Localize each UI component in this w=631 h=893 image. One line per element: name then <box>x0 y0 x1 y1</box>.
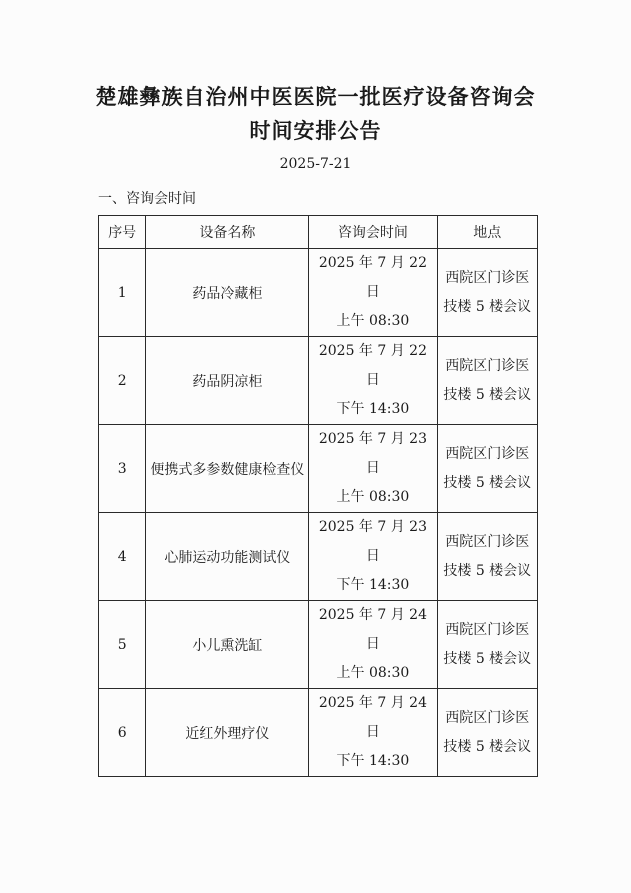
header-meeting-time: 咨询会时间 <box>309 216 437 249</box>
schedule-table <box>98 215 538 777</box>
title-line-1: 楚雄彝族自治州中医医院一批医疗设备咨询会 <box>95 84 536 109</box>
location-line-1: 西院区门诊医 <box>445 357 530 374</box>
row-index: 6 <box>99 689 146 777</box>
location-line-2: 技楼 5 楼会议 <box>443 474 532 491</box>
row-index: 4 <box>99 513 146 601</box>
table-row <box>99 689 538 777</box>
row-location <box>437 337 537 425</box>
row-meeting-time <box>309 425 437 513</box>
meeting-date: 2025 年 7 月 24 日 <box>318 607 427 652</box>
location-line-2: 技楼 5 楼会议 <box>443 738 532 755</box>
row-index: 1 <box>99 249 146 337</box>
meeting-date: 2025 年 7 月 23 日 <box>318 431 427 476</box>
location-line-1: 西院区门诊医 <box>445 533 530 550</box>
row-equipment-name: 小儿熏洗缸 <box>146 601 309 689</box>
meeting-clock: 下午 14:30 <box>336 401 410 417</box>
meeting-date: 2025 年 7 月 22 日 <box>318 255 427 300</box>
table-header-row <box>99 216 538 249</box>
meeting-clock: 上午 08:30 <box>336 489 410 505</box>
location-line-1: 西院区门诊医 <box>445 709 530 726</box>
row-equipment-name: 药品阴凉柜 <box>146 337 309 425</box>
row-equipment-name: 药品冷藏柜 <box>146 249 309 337</box>
row-meeting-time <box>309 601 437 689</box>
location-line-1: 西院区门诊医 <box>445 445 530 462</box>
section-heading: 一、咨询会时间 <box>98 191 196 207</box>
header-equipment-name: 设备名称 <box>146 216 309 249</box>
meeting-date: 2025 年 7 月 23 日 <box>318 519 427 564</box>
row-meeting-time <box>309 249 437 337</box>
row-meeting-time <box>309 337 437 425</box>
table-row <box>99 249 538 337</box>
row-location <box>437 601 537 689</box>
row-location <box>437 425 537 513</box>
location-line-1: 西院区门诊医 <box>445 621 530 638</box>
table-row <box>99 601 538 689</box>
meeting-clock: 下午 14:30 <box>336 577 410 593</box>
location-line-2: 技楼 5 楼会议 <box>443 650 532 667</box>
location-line-1: 西院区门诊医 <box>445 269 530 286</box>
row-meeting-time <box>309 689 437 777</box>
header-index: 序号 <box>99 216 146 249</box>
meeting-date: 2025 年 7 月 22 日 <box>318 343 427 388</box>
document-date: 2025-7-21 <box>279 156 352 172</box>
table-row <box>99 337 538 425</box>
row-location <box>437 249 537 337</box>
meeting-date: 2025 年 7 月 24 日 <box>318 695 427 740</box>
title-line-2: 时间安排公告 <box>249 118 382 143</box>
header-location: 地点 <box>437 216 537 249</box>
meeting-clock: 上午 08:30 <box>336 313 410 329</box>
row-index: 2 <box>99 337 146 425</box>
row-location <box>437 513 537 601</box>
table-row <box>99 425 538 513</box>
document-title <box>0 80 631 148</box>
meeting-clock: 上午 08:30 <box>336 665 410 681</box>
location-line-2: 技楼 5 楼会议 <box>443 298 532 315</box>
location-line-2: 技楼 5 楼会议 <box>443 562 532 579</box>
row-equipment-name: 心肺运动功能测试仪 <box>146 513 309 601</box>
row-equipment-name: 近红外理疗仪 <box>146 689 309 777</box>
row-index: 5 <box>99 601 146 689</box>
table-row <box>99 513 538 601</box>
row-equipment-name: 便携式多参数健康检查仪 <box>146 425 309 513</box>
location-line-2: 技楼 5 楼会议 <box>443 386 532 403</box>
meeting-clock: 下午 14:30 <box>336 753 410 769</box>
row-location <box>437 689 537 777</box>
row-index: 3 <box>99 425 146 513</box>
row-meeting-time <box>309 513 437 601</box>
